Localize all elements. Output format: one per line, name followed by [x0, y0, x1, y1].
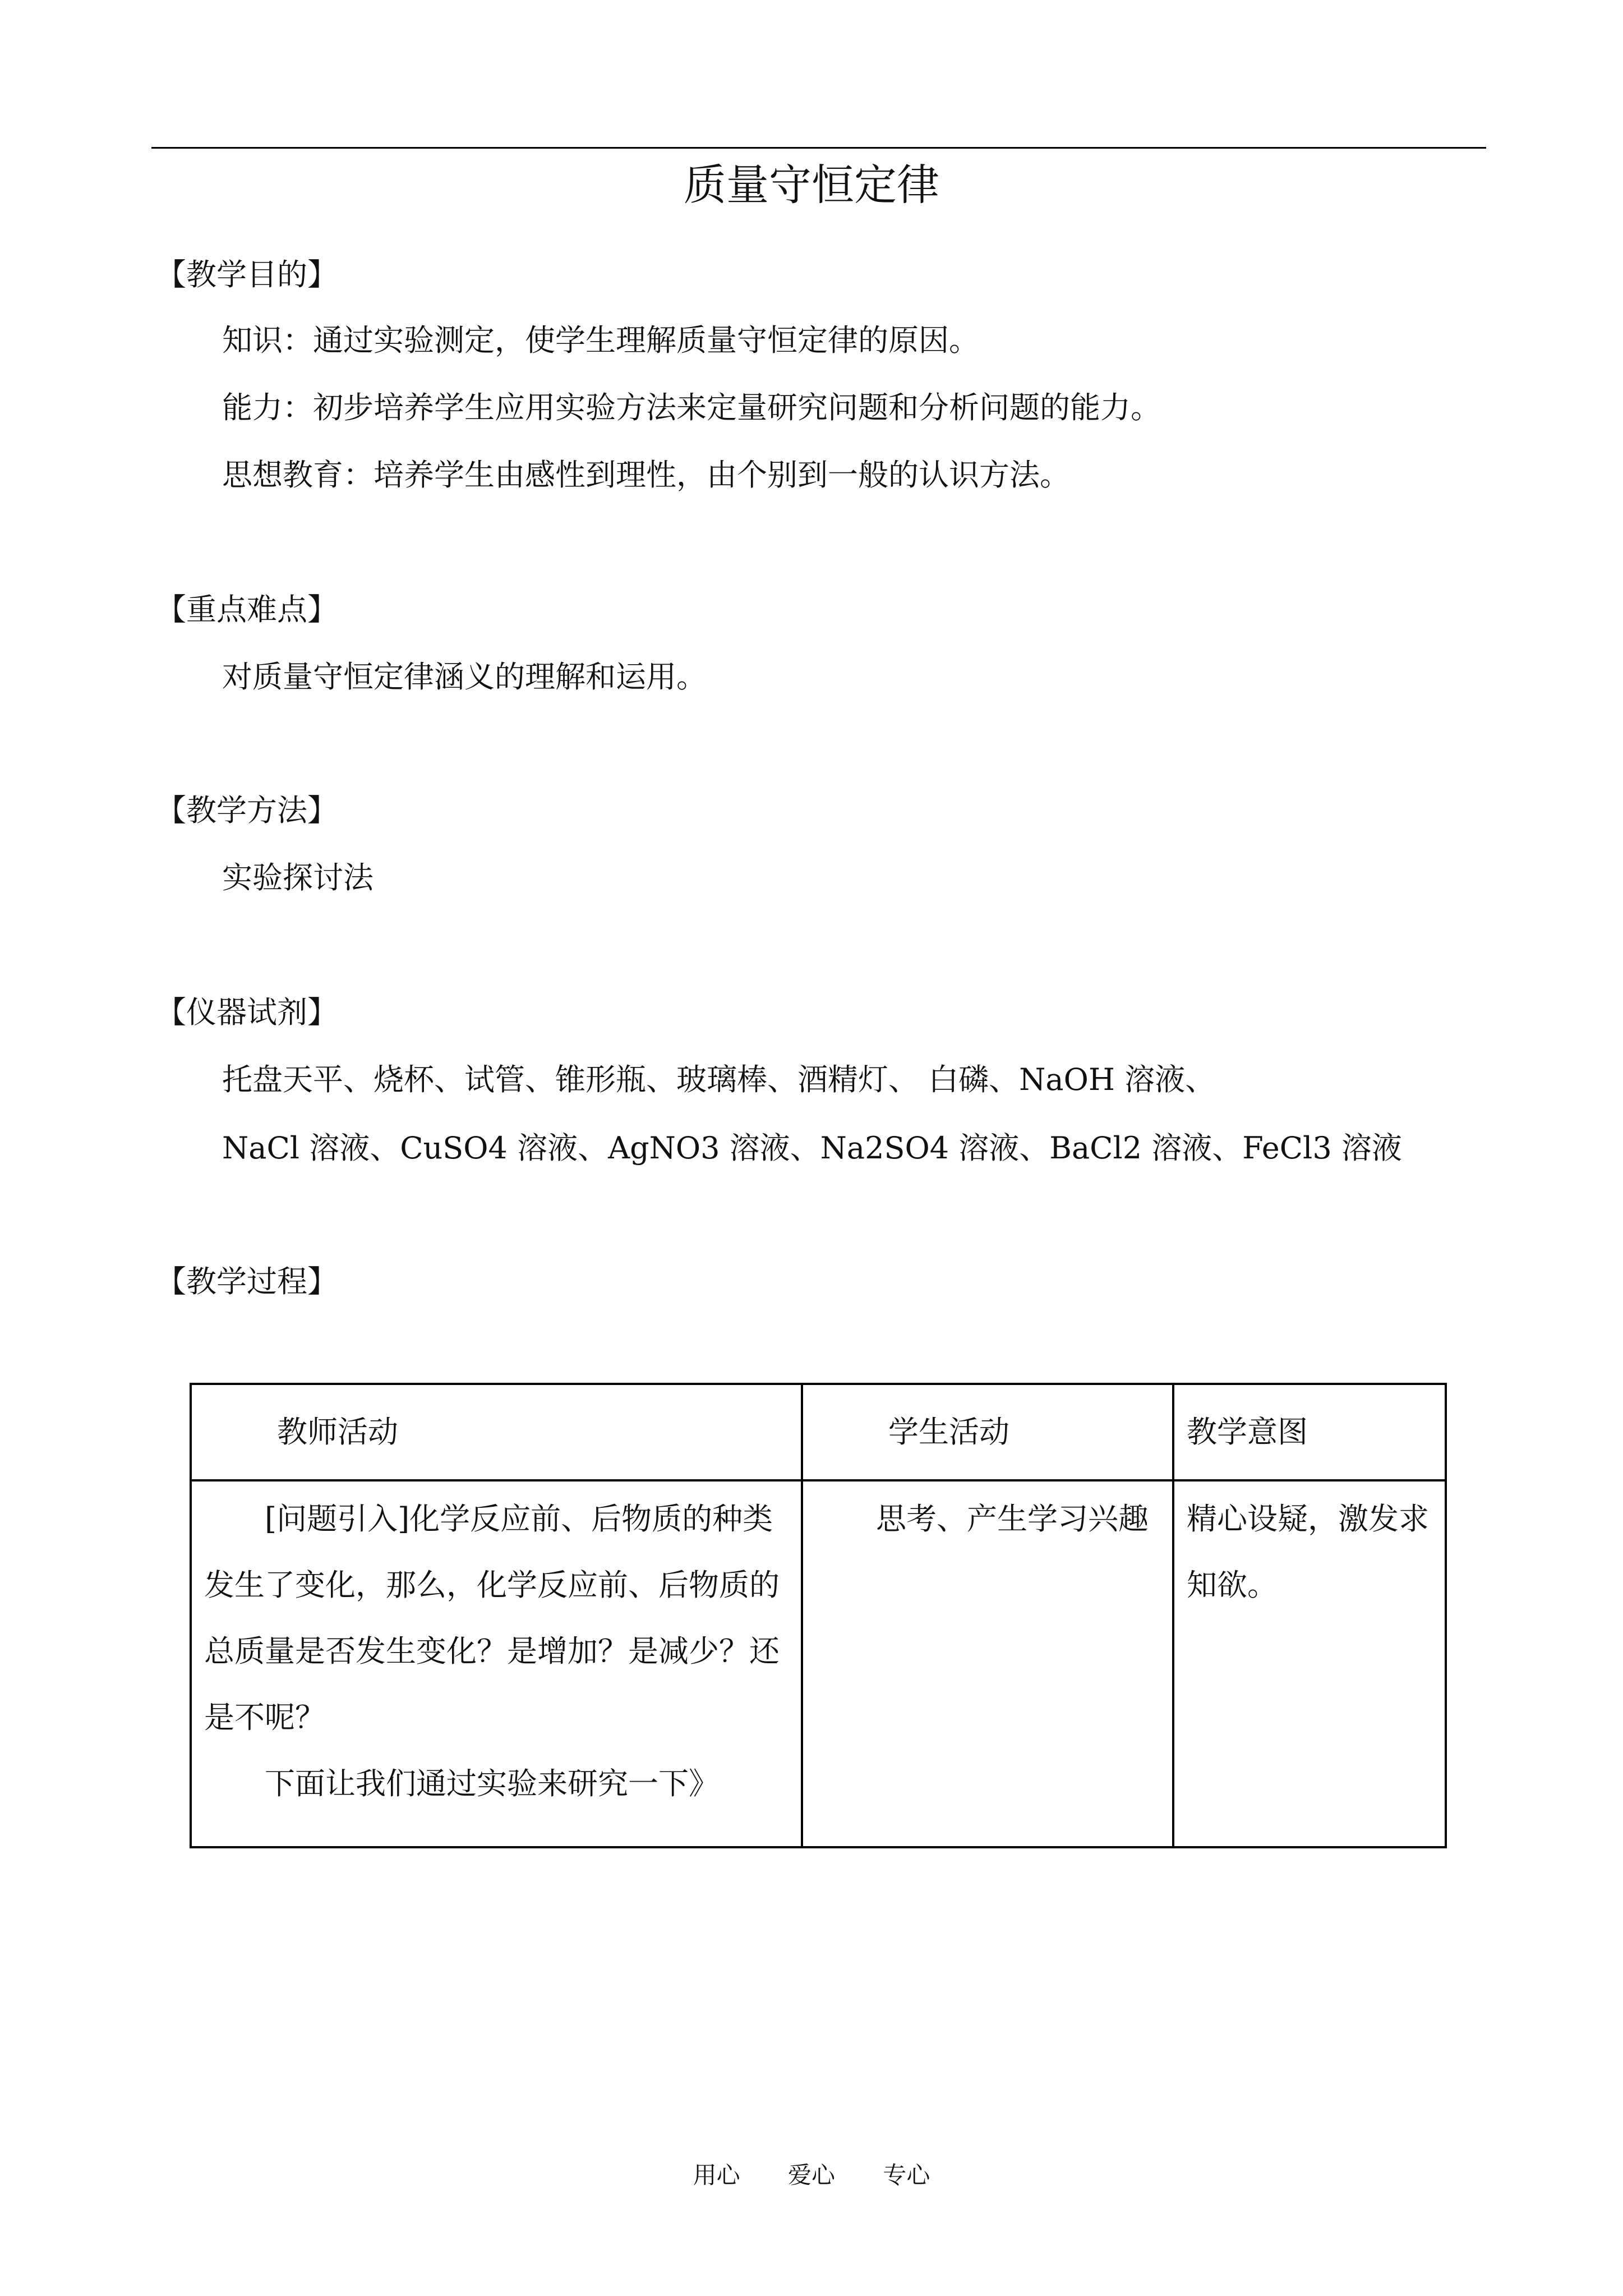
heading-goals: 【教学目的】: [156, 257, 338, 292]
table-row: [191, 1480, 1446, 1847]
table-header-row: [191, 1384, 1446, 1480]
cell-student-activity: [802, 1480, 1173, 1847]
header-teaching-intent: 教学意图: [1173, 1384, 1446, 1480]
header-rule: [151, 147, 1486, 149]
heading-method: 【教学方法】: [156, 793, 338, 828]
cell-teaching-intent: [1173, 1480, 1446, 1847]
header-student-activity: 学生活动: [802, 1384, 1173, 1480]
goal-thought: 思想教育：培养学生由感性到理性，由个别到一般的认识方法。: [222, 457, 1070, 493]
teacher-transition: 下面让我们通过实验来研究一下》: [265, 1766, 719, 1801]
keypoints-text: 对质量守恒定律涵义的理解和运用。: [222, 659, 707, 694]
goal-knowledge: 知识：通过实验测定，使学生理解质量守恒定律的原因。: [222, 323, 979, 358]
footer-word-3: 专心: [883, 2161, 930, 2189]
heading-process: 【教学过程】: [156, 1264, 338, 1299]
student-response: 思考、产生学习兴趣: [876, 1501, 1149, 1536]
equipment-line-2: NaCl 溶液、CuSO4 溶液、AgNO3 溶液、Na2SO4 溶液、BaCl2 溶液、FeCl3 溶液: [222, 1130, 1402, 1166]
teaching-intent-text: 精心设疑，激发求知欲。: [1187, 1501, 1429, 1603]
teacher-question: [问题引入]化学反应前、后物质的种类发生了变化，那么，化学反应前、后物质的总质量是否发生变化？是增加？是减少？还是不呢？: [204, 1501, 780, 1735]
footer-word-2: 爱心: [787, 2161, 835, 2189]
heading-keypoints: 【重点难点】: [156, 592, 338, 627]
page-title: 质量守恒定律: [684, 160, 939, 210]
header-teacher-activity: 教师活动: [191, 1384, 802, 1480]
page-footer: [0, 2159, 1623, 2192]
lesson-table: [190, 1383, 1447, 1848]
cell-teacher-activity: [191, 1480, 802, 1847]
heading-equipment: 【仪器试剂】: [156, 995, 338, 1030]
footer-word-1: 用心: [693, 2161, 740, 2189]
method-text: 实验探讨法: [222, 860, 374, 895]
equipment-line-1: 托盘天平、烧杯、试管、锥形瓶、玻璃棒、酒精灯、 白磷、NaOH 溶液、: [222, 1062, 1216, 1097]
goal-ability: 能力：初步培养学生应用实验方法来定量研究问题和分析问题的能力。: [222, 390, 1161, 425]
